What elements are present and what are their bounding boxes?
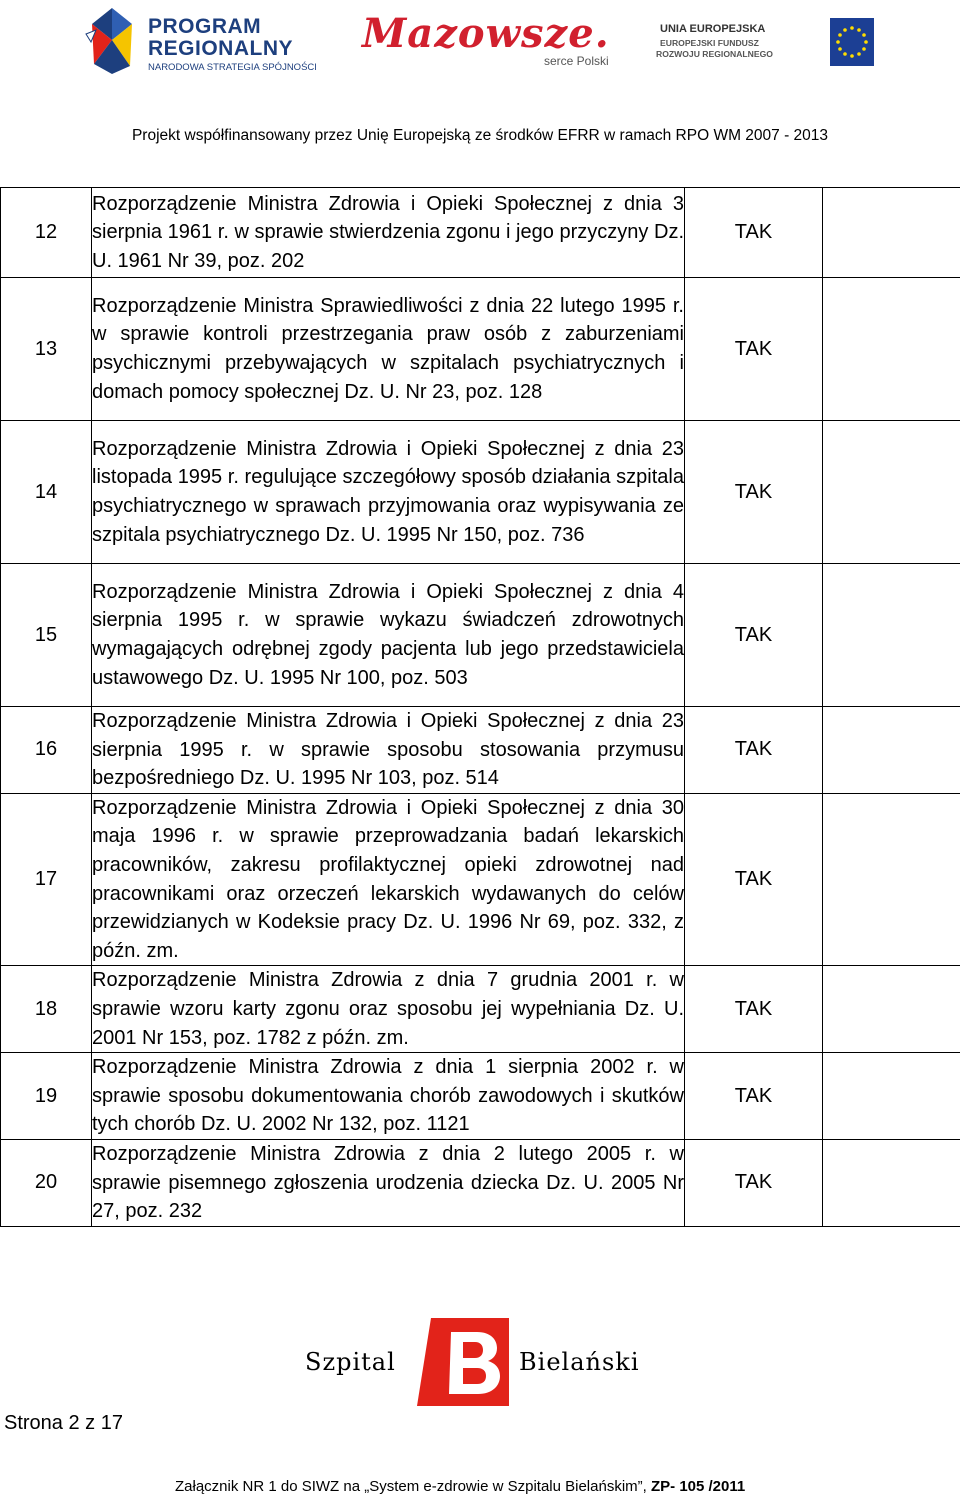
eu-fund-line2: ROZWOJU REGIONALNEGO [656, 49, 773, 59]
empty-cell [823, 1053, 960, 1140]
row-number: 20 [1, 1139, 92, 1226]
program-regionalny-mark-icon [82, 4, 142, 76]
header-logos [80, 0, 880, 80]
empty-cell [823, 793, 960, 966]
mazowsze-wordmark: Mazowsze. [362, 10, 610, 57]
page-number: Strona 2 z 17 [4, 1412, 123, 1434]
mazowsze-logo [362, 10, 632, 74]
letter-b-logo-icon [417, 1318, 509, 1406]
footer-note-reference: ZP- 105 /2011 [650, 1478, 746, 1495]
footer-note-text: Załącznik NR 1 do SIWZ na „System e-zdrowie w Szpitalu Bielańskim”, [175, 1478, 647, 1495]
status-value: TAK [685, 1053, 823, 1140]
row-number: 18 [1, 966, 92, 1053]
row-number: 14 [1, 421, 92, 564]
regulation-description: Rozporządzenie Ministra Zdrowia i Opieki Społecznej z dnia 23 listopada 1995 r. regulujące szczegółowy sposób działania szpitala psychiatrycznego w sprawach przyjmowania oraz wypisywania ze szpitala psychiatrycznego Dz. U. 1995 Nr 150, poz. 736 [92, 421, 685, 564]
row-number: 17 [1, 793, 92, 966]
footer-attachment-note [175, 1478, 745, 1495]
row-number: 15 [1, 564, 92, 707]
empty-cell [823, 966, 960, 1053]
regulation-description: Rozporządzenie Ministra Sprawiedliwości z dnia 22 lutego 1995 r. w sprawie kontroli przestrzegania praw osób z zaburzeniami psychicznymi przebywających w szpitalach psychiatrycznych i domach pomocy społecznej Dz. U. Nr 23, poz. 128 [92, 278, 685, 421]
status-value: TAK [685, 564, 823, 707]
empty-cell [823, 278, 960, 421]
empty-cell [823, 1139, 960, 1226]
regulation-description: Rozporządzenie Ministra Zdrowia z dnia 2 lutego 2005 r. w sprawie pisemnego zgłoszenia urodzenia dziecka Dz. U. 2005 Nr 27, poz. 232 [92, 1139, 685, 1226]
status-value: TAK [685, 966, 823, 1053]
project-cofinancing-text: Projekt współfinansowany przez Unię Europejską ze środków EFRR w ramach RPO WM 2007 - 2013 [131, 127, 829, 144]
table-row [1, 188, 960, 278]
status-value: TAK [685, 1139, 823, 1226]
program-regionalny-logo [80, 4, 330, 76]
table-row [1, 966, 960, 1053]
table-row [1, 793, 960, 966]
status-value: TAK [685, 188, 823, 278]
row-number: 13 [1, 278, 92, 421]
program-regionalny-subtitle: NARODOWA STRATEGIA SPÓJNOŚCI [148, 62, 317, 73]
regulation-description: Rozporządzenie Ministra Zdrowia i Opieki Społecznej z dnia 4 sierpnia 1995 r. w sprawie wykazu świadczeń zdrowotnych wymagających odrębnej zgody pacjenta lub jego przedstawiciela ustawowego Dz. U. 1995 Nr 100, poz. 503 [92, 564, 685, 707]
table-row [1, 421, 960, 564]
table-row [1, 564, 960, 707]
program-regionalny-title: PROGRAM REGIONALNY [148, 15, 294, 60]
szpital-bielanski-logo [305, 1318, 665, 1408]
status-value: TAK [685, 707, 823, 794]
eu-fund-line1: EUROPEJSKI FUNDUSZ [660, 38, 759, 48]
logo-word-szpital: Szpital [305, 1348, 396, 1376]
table-row [1, 278, 960, 421]
regulation-description: Rozporządzenie Ministra Zdrowia z dnia 7 grudnia 2001 r. w sprawie wzoru karty zgonu oraz sposobu jej wypełniania Dz. U. 2001 Nr 153, poz. 1782 z późn. zm. [92, 966, 685, 1053]
status-value: TAK [685, 421, 823, 564]
empty-cell [823, 564, 960, 707]
empty-cell [823, 188, 960, 278]
mazowsze-tagline: serce Polski [544, 54, 609, 68]
eu-logo [656, 18, 876, 70]
status-value: TAK [685, 278, 823, 421]
empty-cell [823, 421, 960, 564]
row-number: 19 [1, 1053, 92, 1140]
regulations-table-body [1, 188, 960, 1227]
table-row [1, 1139, 960, 1226]
status-value: TAK [685, 793, 823, 966]
regulations-table [0, 187, 960, 1227]
regulation-description: Rozporządzenie Ministra Zdrowia z dnia 1 sierpnia 2002 r. w sprawie sposobu dokumentowania chorób zawodowych i skutków tych chorób Dz. U. 2002 Nr 132, poz. 1121 [92, 1053, 685, 1140]
regulation-description: Rozporządzenie Ministra Zdrowia i Opieki Społecznej z dnia 30 maja 1996 r. w sprawie przeprowadzania badań lekarskich pracowników, zakresu profilaktycznej opieki zdrowotnej nad pracownikami oraz orzeczeń lekarskich wydawanych do celów przewidzianych w Kodeksie pracy Dz. U. 1996 Nr 69, poz. 332, z późn. zm. [92, 793, 685, 966]
logo-word-bielanski: Bielański [519, 1348, 640, 1376]
row-number: 16 [1, 707, 92, 794]
regulation-description: Rozporządzenie Ministra Zdrowia i Opieki Społecznej z dnia 3 sierpnia 1961 r. w sprawie stwierdzenia zgonu i jego przyczyny Dz. U. 1961 Nr 39, poz. 202 [92, 188, 685, 278]
eu-title: UNIA EUROPEJSKA [660, 23, 766, 35]
table-row [1, 1053, 960, 1140]
empty-cell [823, 707, 960, 794]
eu-flag-icon [830, 18, 874, 66]
regulation-description: Rozporządzenie Ministra Zdrowia i Opieki Społecznej z dnia 23 sierpnia 1995 r. w sprawie sposobu stosowania przymusu bezpośredniego Dz. U. 1995 Nr 103, poz. 514 [92, 707, 685, 794]
table-row [1, 707, 960, 794]
row-number: 12 [1, 188, 92, 278]
